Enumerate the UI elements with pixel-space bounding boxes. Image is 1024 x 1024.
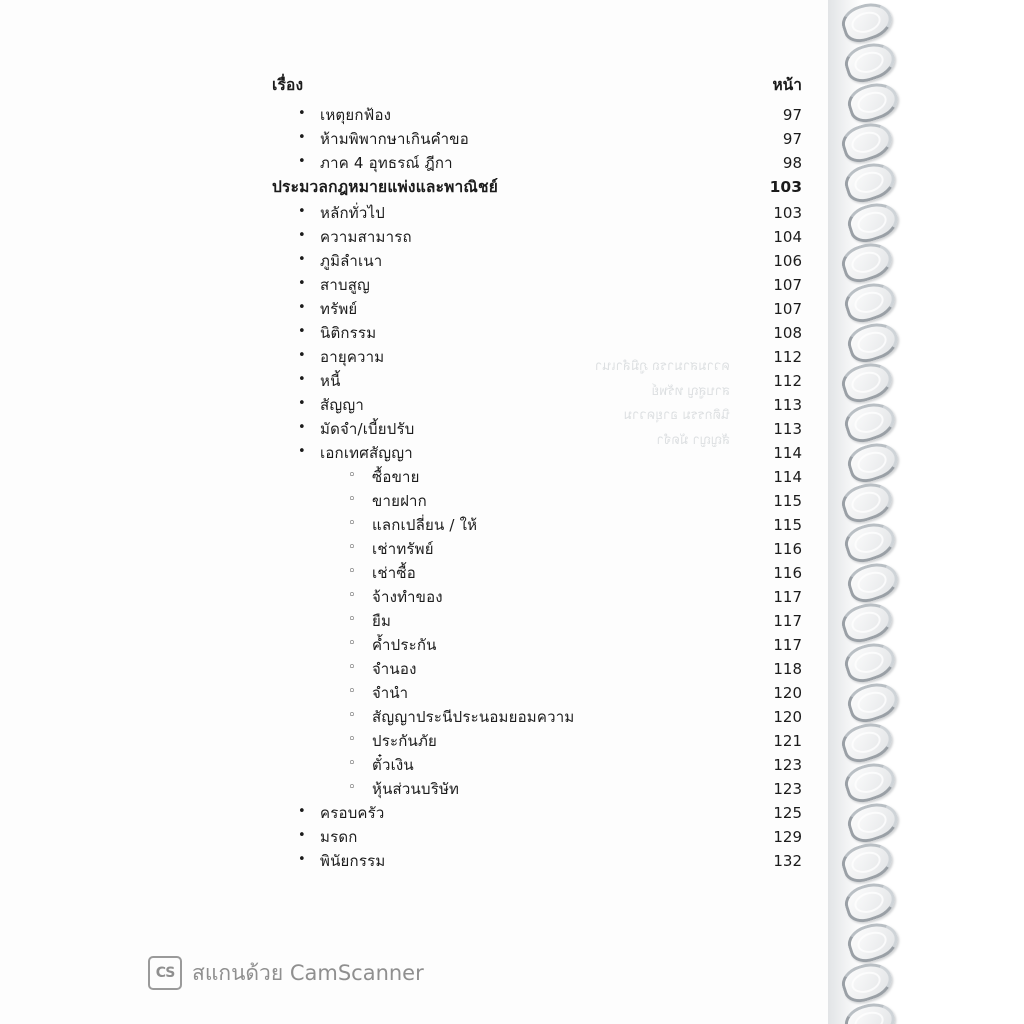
toc-entry-page: 107 xyxy=(773,300,802,318)
toc-entry-page: 103 xyxy=(769,177,802,196)
toc-entry xyxy=(272,590,802,605)
toc-entry xyxy=(272,350,802,365)
toc-entry-label: • ความสามารถ xyxy=(272,230,746,245)
toc-entry-page: 97 xyxy=(782,105,802,124)
toc-entry xyxy=(272,854,802,869)
toc-entry xyxy=(272,374,802,389)
toc-entry-page: 123 xyxy=(773,780,802,798)
toc-entry-label: ◦ จำนอง xyxy=(272,662,746,677)
toc-entry xyxy=(272,518,802,533)
toc-entry-label: ◦ ตั๋วเงิน xyxy=(272,758,746,773)
toc-entry-label: • ภาค 4 อุทธรณ์ ฎีกา xyxy=(272,156,746,171)
toc-entry-page: 121 xyxy=(773,732,802,750)
toc-header-topic: เรื่อง xyxy=(272,76,304,94)
toc-entry-page: 114 xyxy=(773,444,802,462)
toc-entry xyxy=(272,254,802,269)
toc-entry xyxy=(272,494,802,509)
camscanner-logo-icon: CS xyxy=(148,956,182,990)
toc-entry-label: • มรดก xyxy=(272,830,746,845)
toc-entry-label: • พินัยกรรม xyxy=(272,854,746,869)
toc-entry-page: 123 xyxy=(773,756,802,774)
toc-entry xyxy=(272,326,802,341)
table-of-contents xyxy=(272,78,802,878)
toc-entry-page: 115 xyxy=(773,516,802,534)
toc-entry-page: 132 xyxy=(773,852,802,870)
toc-entry-page: 117 xyxy=(773,636,802,654)
toc-entry-label: • ครอบครัว xyxy=(272,806,746,821)
toc-entry-label: ◦ จำนำ xyxy=(272,686,746,701)
toc-entry-label: ◦ สัญญาประนีประนอมยอมความ xyxy=(272,710,746,725)
toc-entry-page: 108 xyxy=(773,324,802,342)
toc-entry-label: • หลักทั่วไป xyxy=(272,206,746,221)
bleed-through-text: ความสามารถ ภูมิลำเนา สาบสูญ ทรัพย์ นิติกรรม อายุความ สัญญา มัดจำ xyxy=(595,359,730,449)
toc-entry-label: ◦ ค้ำประกัน xyxy=(272,638,746,653)
toc-entry-label: ◦ ยืม xyxy=(272,614,746,629)
toc-entry-page: 113 xyxy=(773,420,802,438)
toc-entry xyxy=(272,782,802,797)
toc-entry-page: 117 xyxy=(773,612,802,630)
toc-entry xyxy=(272,638,802,653)
toc-entry-label: • สาบสูญ xyxy=(272,278,746,293)
toc-entry xyxy=(272,734,802,749)
toc-entry-page: 112 xyxy=(773,348,802,366)
toc-entry-label: ◦ ประกันภัย xyxy=(272,734,746,749)
toc-entry xyxy=(272,662,802,677)
toc-entry-label: • หนี้ xyxy=(272,374,746,389)
toc-entry-page: 115 xyxy=(773,492,802,510)
toc-entry-label: ◦ หุ้นส่วนบริษัท xyxy=(272,782,746,797)
toc-entry-label: ◦ แลกเปลี่ยน / ให้ xyxy=(272,518,746,533)
toc-entry xyxy=(272,758,802,773)
toc-entry xyxy=(272,278,802,293)
toc-entry-label: • อายุความ xyxy=(272,350,746,365)
toc-entry-label: ◦ ซื้อขาย xyxy=(272,470,746,485)
toc-entry-label: • เหตุยกฟ้อง xyxy=(272,108,746,123)
toc-entry-page: 120 xyxy=(773,708,802,726)
toc-header-page: หน้า xyxy=(772,76,802,94)
toc-entry xyxy=(272,710,802,725)
toc-entry xyxy=(272,398,802,413)
spiral-binding xyxy=(828,0,1024,1024)
toc-entry-page: 106 xyxy=(773,252,802,270)
toc-entry-page: 116 xyxy=(773,540,802,558)
toc-entry xyxy=(272,105,802,124)
toc-entry xyxy=(272,129,802,148)
toc-entry-label: • ภูมิลำเนา xyxy=(272,254,746,269)
toc-entry-label: ◦ ขายฝาก xyxy=(272,494,746,509)
toc-entry-page: 116 xyxy=(773,564,802,582)
toc-entry xyxy=(272,830,802,845)
toc-entry-label: ◦ เช่าซื้อ xyxy=(272,566,746,581)
toc-entry xyxy=(272,302,802,317)
toc-entry xyxy=(272,686,802,701)
toc-entry-page: 107 xyxy=(773,276,802,294)
toc-entry-page: 117 xyxy=(773,588,802,606)
toc-entry-page: 98 xyxy=(782,153,802,172)
toc-entry-page: 97 xyxy=(782,129,802,148)
toc-entry xyxy=(272,422,802,437)
toc-entry-label: ◦ เช่าทรัพย์ xyxy=(272,542,746,557)
toc-entry-label: • เอกเทศสัญญา xyxy=(272,446,746,461)
toc-entry-label: • มัดจำ/เบี้ยปรับ xyxy=(272,422,746,437)
toc-entry xyxy=(272,153,802,172)
toc-entry-page: 118 xyxy=(773,660,802,678)
toc-entry-page: 104 xyxy=(773,228,802,246)
toc-entry xyxy=(272,470,802,485)
toc-entry-label: • นิติกรรม xyxy=(272,326,746,341)
toc-entry-page: 114 xyxy=(773,468,802,486)
toc-entry-page: 103 xyxy=(773,204,802,222)
toc-rows xyxy=(272,105,802,870)
toc-entry xyxy=(272,206,802,221)
toc-entry-page: 129 xyxy=(773,828,802,846)
toc-entry-label: • ทรัพย์ xyxy=(272,302,746,317)
toc-entry-page: 120 xyxy=(773,684,802,702)
camscanner-watermark xyxy=(148,956,424,990)
toc-entry-label: • ห้ามพิพากษาเกินคำขอ xyxy=(272,132,746,147)
toc-header-row xyxy=(272,78,802,94)
toc-entry xyxy=(272,614,802,629)
toc-entry xyxy=(272,446,802,461)
toc-entry-page: 125 xyxy=(773,804,802,822)
camscanner-label: สแกนด้วย CamScanner xyxy=(192,960,424,985)
toc-entry-label: • สัญญา xyxy=(272,398,746,413)
toc-entry xyxy=(272,806,802,821)
toc-entry-page: 112 xyxy=(773,372,802,390)
toc-entry xyxy=(272,542,802,557)
toc-entry xyxy=(272,177,802,196)
toc-entry-label: ◦ จ้างทำของ xyxy=(272,590,746,605)
toc-entry-label: ประมวลกฎหมายแพ่งและพาณิชย์ xyxy=(272,177,499,196)
toc-entry xyxy=(272,566,802,581)
toc-entry xyxy=(272,230,802,245)
toc-entry-page: 113 xyxy=(773,396,802,414)
